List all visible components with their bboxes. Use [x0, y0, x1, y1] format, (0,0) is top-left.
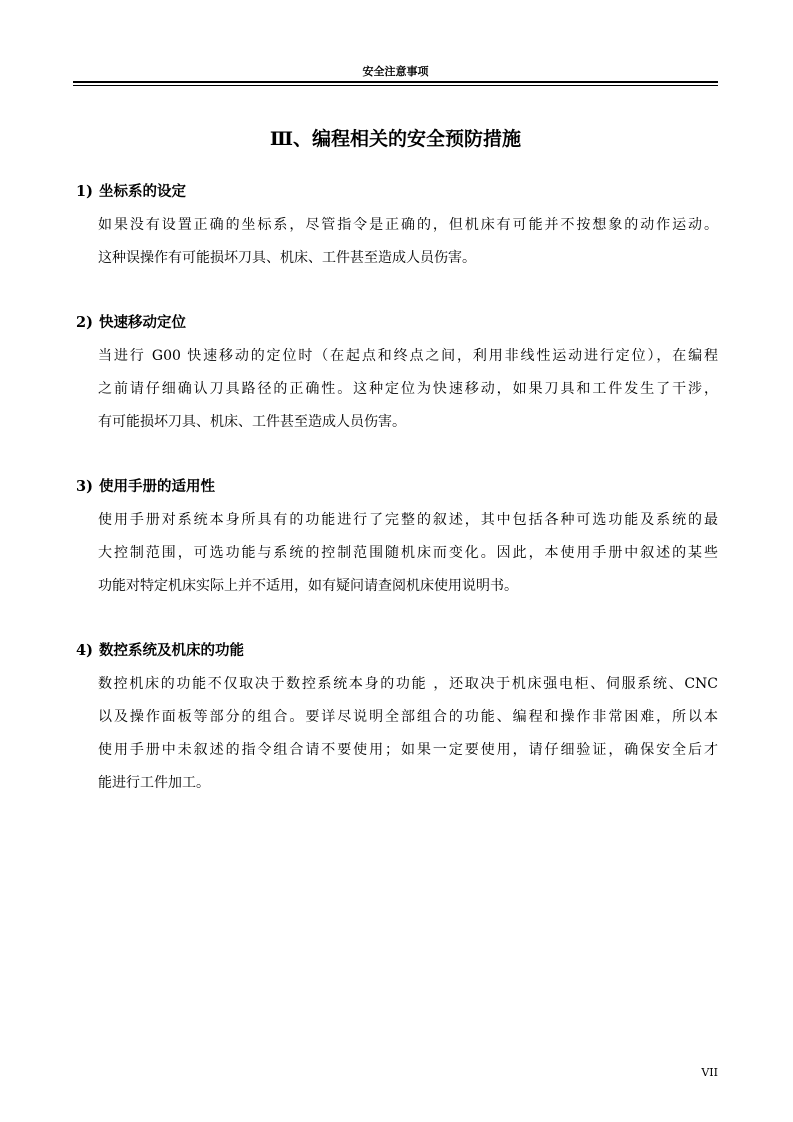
section-rapid-positioning [76, 312, 718, 439]
section-heading-text: 使用手册的适用性 [99, 478, 215, 495]
section-number: 3) [76, 478, 93, 495]
paragraph-line: 之前请仔细确认刀具路径的正确性。这种定位为快速移动，如果刀具和工件发生了干涉， [98, 381, 718, 397]
paragraph-line: 能进行工件加工。 [98, 775, 210, 791]
section-heading-text: 坐标系的设定 [99, 183, 186, 200]
section-heading [76, 476, 718, 498]
section-number: 2) [76, 314, 93, 331]
section-body [76, 504, 718, 603]
header-rule-thin [73, 85, 718, 86]
paragraph-line: 当进行 G00 快速移动的定位时（在起点和终点之间，利用非线性运动进行定位），在编程 [98, 348, 718, 364]
header-rule-thick [73, 81, 718, 83]
section-coordinate-system [76, 181, 718, 275]
paragraph-line: 使用手册对系统本身所具有的功能进行了完整的叙述，其中包括各种可选功能及系统的最 [98, 512, 718, 528]
paragraph-line: 这种误操作有可能损坏刀具、机床、工件甚至造成人员伤害。 [98, 250, 476, 266]
section-body [76, 209, 718, 275]
section-heading-text: 数控系统及机床的功能 [99, 642, 244, 659]
page-number: VII [701, 1066, 718, 1079]
paragraph-line: 以及操作面板等部分的组合。要详尽说明全部组合的功能、编程和操作非常困难，所以本 [98, 709, 718, 725]
section-heading-text: 快速移动定位 [99, 314, 186, 331]
section-heading [76, 181, 718, 203]
paragraph-line: 如果没有设置正确的坐标系，尽管指令是正确的，但机床有可能并不按想象的动作运动。 [98, 217, 718, 233]
section-manual-applicability [76, 476, 718, 603]
section-cnc-and-machine-functions [76, 640, 718, 800]
section-heading [76, 312, 718, 334]
section-body [76, 340, 718, 439]
section-number: 4) [76, 642, 93, 659]
paragraph-line: 使用手册中未叙述的指令组合请不要使用；如果一定要使用，请仔细验证，确保安全后才 [98, 742, 718, 758]
paragraph-line: 大控制范围，可选功能与系统的控制范围随机床而变化。因此，本使用手册中叙述的某些 [98, 545, 718, 561]
section-body [76, 668, 718, 800]
section-heading [76, 640, 718, 662]
paragraph-line: 数控机床的功能不仅取决于数控系统本身的功能 ，还取决于机床强电柜、伺服系统、CNC [98, 676, 718, 692]
section-number: 1) [76, 183, 93, 200]
running-header: 安全注意事项 [362, 65, 429, 78]
paragraph-line: 功能对特定机床实际上并不适用，如有疑问请查阅机床使用说明书。 [98, 578, 518, 594]
page-title: Ⅲ、编程相关的安全预防措施 [269, 128, 522, 150]
paragraph-line: 有可能损坏刀具、机床、工件甚至造成人员伤害。 [98, 414, 406, 430]
